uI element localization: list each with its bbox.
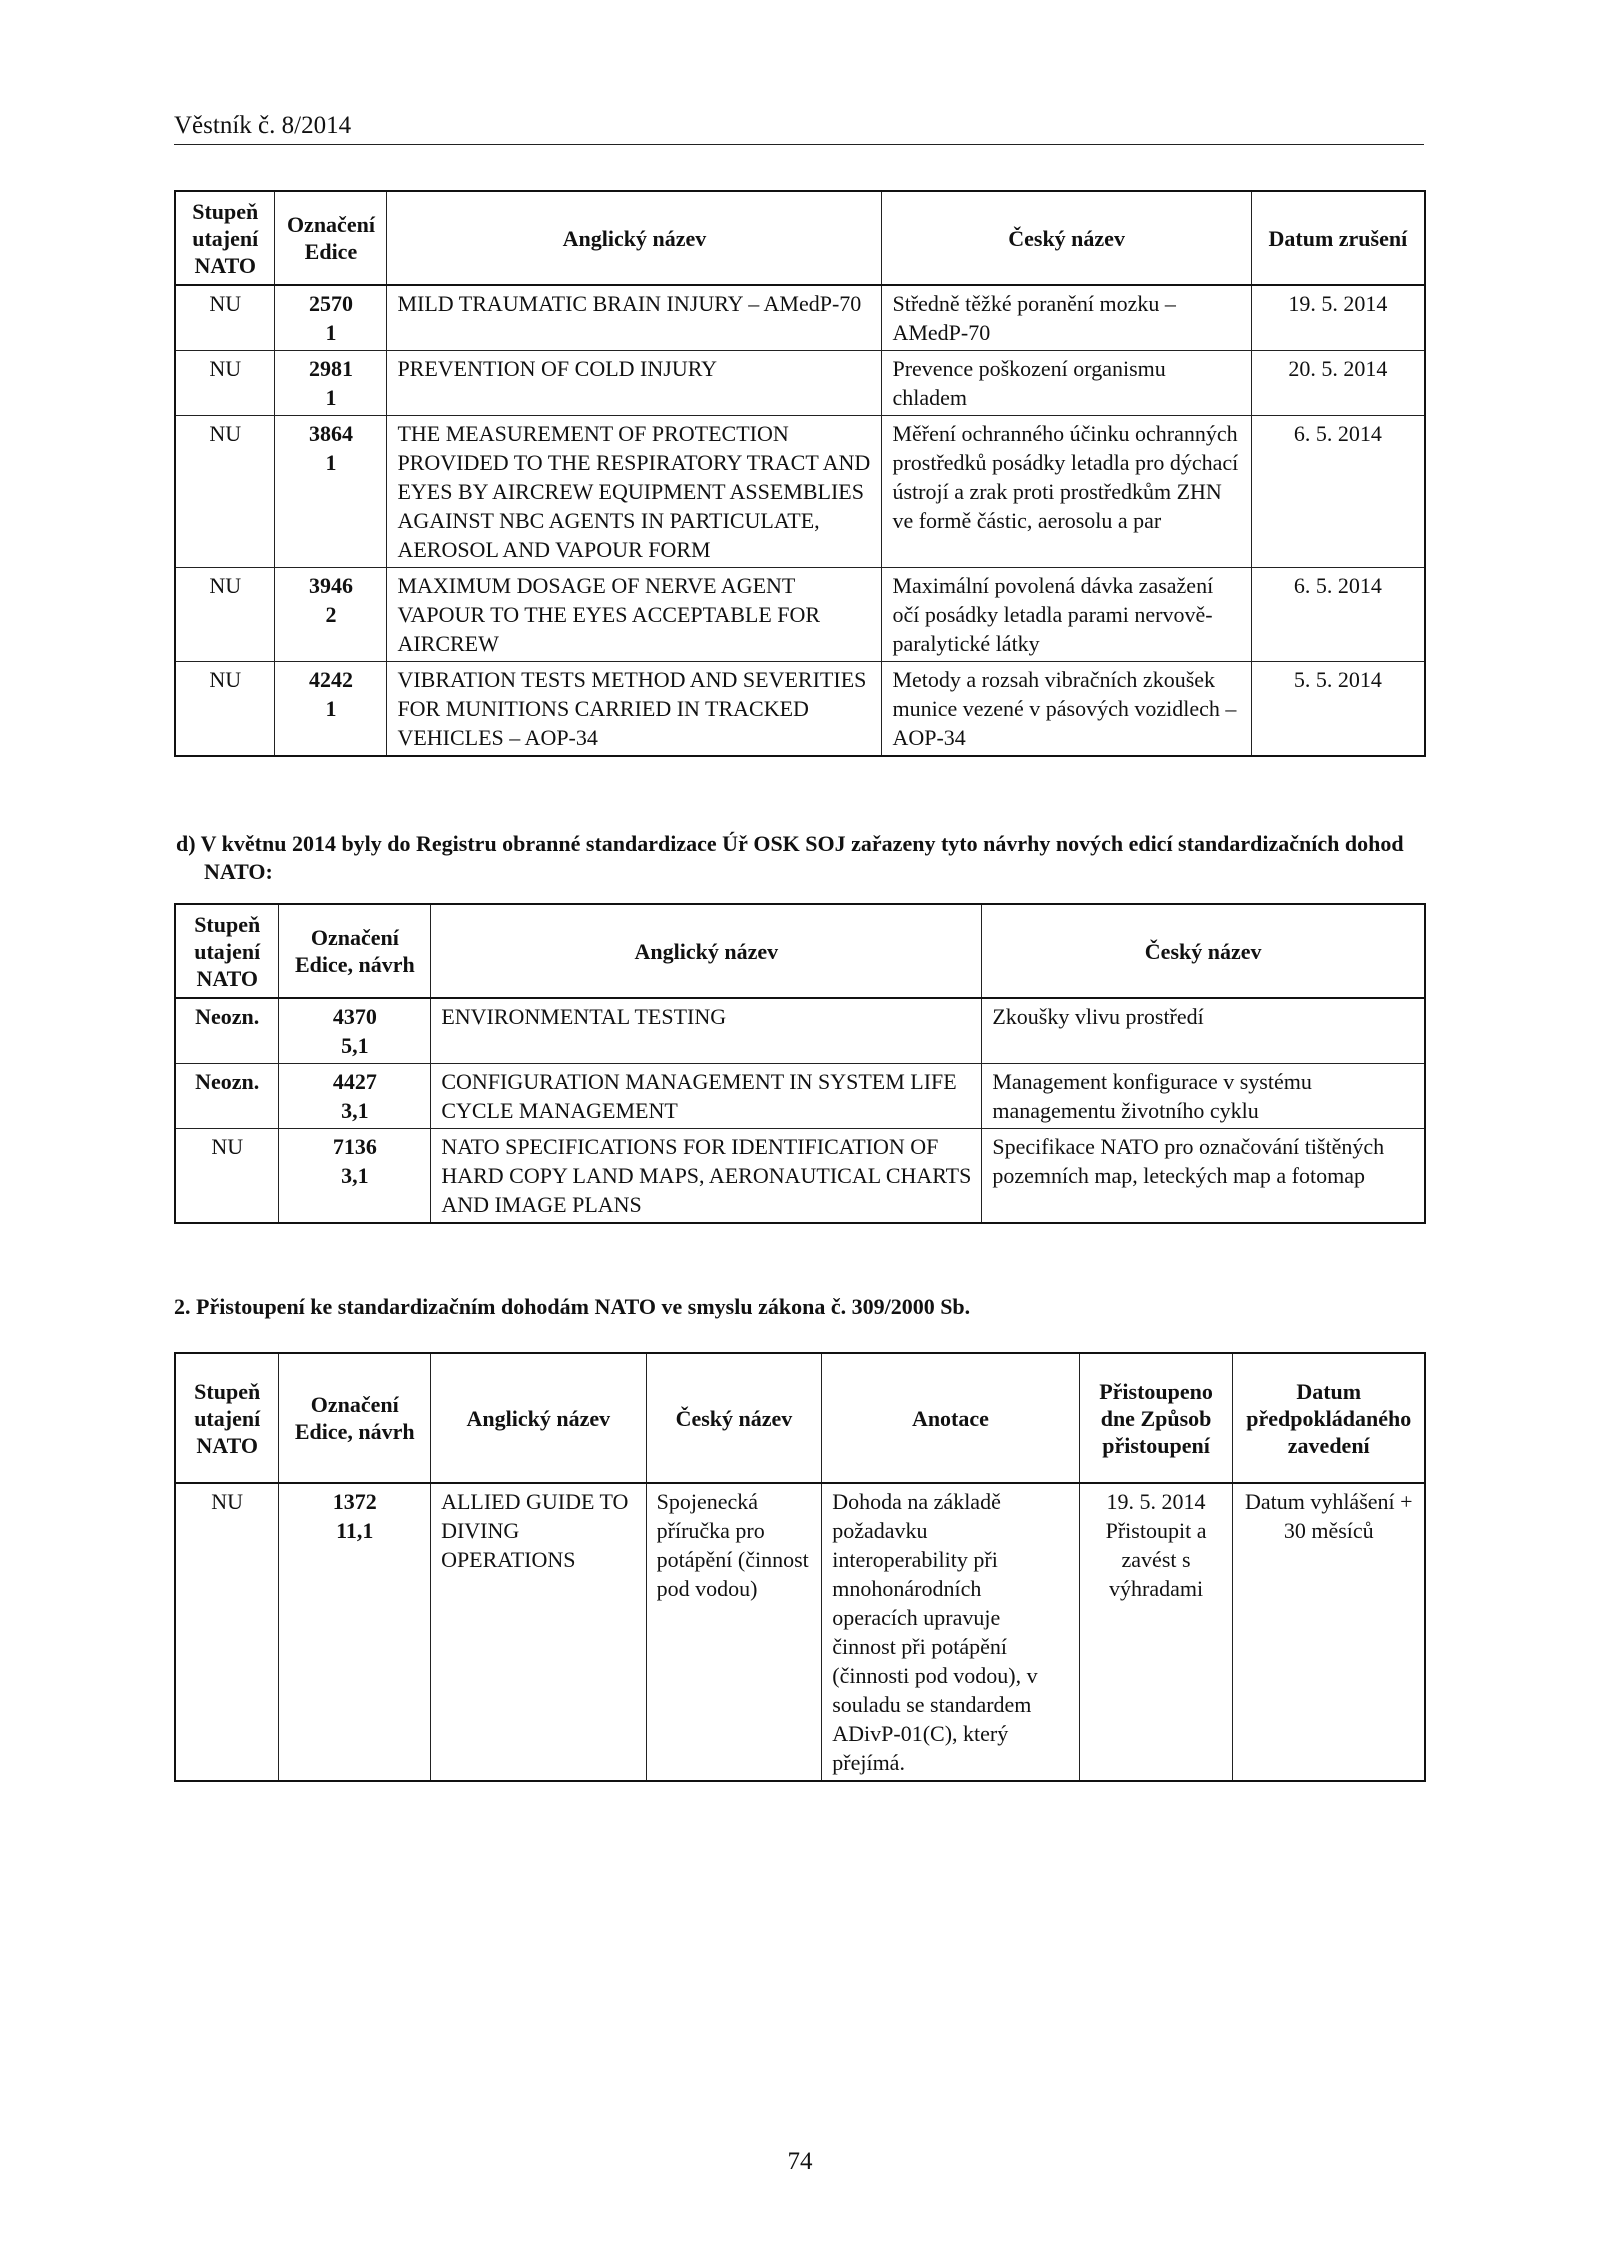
edition-number: 11,1	[336, 1518, 374, 1543]
col-header-implementation-date: Datum předpokládaného zavedení	[1233, 1353, 1425, 1483]
col-header-english-title: Anglický název	[431, 1353, 647, 1483]
table-row	[175, 1129, 1425, 1224]
english-title-cell: CONFIGURATION MANAGEMENT IN SYSTEM LIFE CYCLE MANAGEMENT	[431, 1064, 982, 1129]
classification-cell: NU	[175, 285, 275, 351]
col-header-designation: Označení Edice	[275, 191, 387, 285]
col-header-designation: Označení Edice, návrh	[279, 1353, 431, 1483]
czech-title-cell: Spojenecká příručka pro potápění (činnost pod vodou)	[646, 1483, 822, 1781]
edition-number: 1	[325, 696, 337, 721]
edition-number: 1	[325, 450, 337, 475]
english-title-cell: MILD TRAUMATIC BRAIN INJURY – AMedP-70	[387, 285, 882, 351]
stanag-number: 3864	[308, 421, 353, 446]
classification-cell: Neozn.	[175, 998, 279, 1064]
col-header-classification: Stupeň utajení NATO	[175, 191, 275, 285]
page-number: 74	[787, 2148, 813, 2175]
col-header-czech-title: Český název	[646, 1353, 822, 1483]
english-title-cell: THE MEASUREMENT OF PROTECTION PROVIDED TO THE RESPIRATORY TRACT AND EYES BY AIRCREW EQUIPMENT ASSEMBLIES AGAINST NBC AGENTS IN PARTICULATE, AEROSOL AND VAPOUR FORM	[387, 416, 882, 568]
cancel-date-cell: 6. 5. 2014	[1251, 568, 1425, 662]
journal-header: Věstník č. 8/2014	[174, 112, 1424, 145]
stanag-number: 4427	[332, 1069, 377, 1094]
annotation-cell: Dohoda na základě požadavku interoperability při mnohonárodních operacích upravuje činnost při potápění (činnosti pod vodou), v souladu se standardem ADivP-01(C), který přejímá.	[822, 1483, 1079, 1781]
stanag-number: 3946	[308, 573, 353, 598]
czech-title-cell: Středně těžké poranění mozku – AMedP-70	[882, 285, 1251, 351]
table-row	[175, 351, 1425, 416]
col-header-czech-title: Český název	[882, 191, 1251, 285]
edition-number: 3,1	[341, 1098, 369, 1123]
col-header-classification: Stupeň utajení NATO	[175, 1353, 279, 1483]
english-title-cell: VIBRATION TESTS METHOD AND SEVERITIES FOR MUNITIONS CARRIED IN TRACKED VEHICLES – AOP-34	[387, 662, 882, 757]
implementation-date-cell: Datum vyhlášení + 30 měsíců	[1233, 1483, 1425, 1781]
col-header-english-title: Anglický název	[431, 904, 982, 998]
czech-title-cell: Zkoušky vlivu prostředí	[982, 998, 1425, 1064]
czech-title-cell: Měření ochranného účinku ochranných prostředků posádky letadla pro dýchací ústrojí a zrak proti prostředkům ZHN ve formě částic, aerosolu a par	[882, 416, 1251, 568]
english-title-cell: NATO SPECIFICATIONS FOR IDENTIFICATION OF HARD COPY LAND MAPS, AERONAUTICAL CHARTS AND IMAGE PLANS	[431, 1129, 982, 1224]
table-row	[175, 1483, 1425, 1781]
designation-cell	[275, 662, 387, 757]
table-row	[175, 285, 1425, 351]
english-title-cell: PREVENTION OF COLD INJURY	[387, 351, 882, 416]
designation-cell	[279, 1064, 431, 1129]
edition-number: 5,1	[341, 1033, 369, 1058]
english-title-cell: MAXIMUM DOSAGE OF NERVE AGENT VAPOUR TO THE EYES ACCEPTABLE FOR AIRCREW	[387, 568, 882, 662]
classification-cell: Neozn.	[175, 1064, 279, 1129]
stanag-number: 2570	[308, 291, 353, 316]
edition-number: 1	[325, 320, 337, 345]
classification-cell: NU	[175, 1129, 279, 1224]
cancel-date-cell: 19. 5. 2014	[1251, 285, 1425, 351]
table-row	[175, 1064, 1425, 1129]
stanag-number: 1372	[332, 1489, 377, 1514]
table-row	[175, 662, 1425, 757]
table-row	[175, 568, 1425, 662]
classification-cell: NU	[175, 568, 275, 662]
cancel-date-cell: 5. 5. 2014	[1251, 662, 1425, 757]
col-header-accession: Přistoupeno dne Způsob přistoupení	[1079, 1353, 1233, 1483]
table-cancelled-standards	[174, 190, 1426, 757]
english-title-cell: ENVIRONMENTAL TESTING	[431, 998, 982, 1064]
col-header-cancel-date: Datum zrušení	[1251, 191, 1425, 285]
edition-number: 1	[325, 385, 337, 410]
designation-cell	[275, 351, 387, 416]
stanag-number: 7136	[332, 1134, 377, 1159]
accession-date: 19. 5. 2014	[1106, 1489, 1206, 1514]
classification-cell: NU	[175, 351, 275, 416]
czech-title-cell: Prevence poškození organismu chladem	[882, 351, 1251, 416]
accession-mode: Přistoupit a zavést s výhradami	[1105, 1518, 1207, 1601]
col-header-annotation: Anotace	[822, 1353, 1079, 1483]
cancel-date-cell: 6. 5. 2014	[1251, 416, 1425, 568]
czech-title-cell: Metody a rozsah vibračních zkoušek munice vezené v pásových vozidlech – AOP-34	[882, 662, 1251, 757]
czech-title-cell: Maximální povolená dávka zasažení očí posádky letadla parami nervově-paralytické látky	[882, 568, 1251, 662]
designation-cell	[275, 568, 387, 662]
table-accession	[174, 1352, 1426, 1782]
table-row	[175, 416, 1425, 568]
english-title-cell: ALLIED GUIDE TO DIVING OPERATIONS	[431, 1483, 647, 1781]
classification-cell: NU	[175, 416, 275, 568]
classification-cell: NU	[175, 662, 275, 757]
col-header-czech-title: Český název	[982, 904, 1425, 998]
edition-number: 2	[325, 602, 337, 627]
stanag-number: 2981	[308, 356, 353, 381]
section-2-heading: 2. Přistoupení ke standardizačním dohodám NATO ve smyslu zákona č. 309/2000 Sb.	[174, 1294, 971, 1319]
stanag-number: 4370	[332, 1004, 377, 1029]
table-row	[175, 998, 1425, 1064]
czech-title-cell: Specifikace NATO pro označování tištěných pozemních map, leteckých map a fotomap	[982, 1129, 1425, 1224]
classification-cell: NU	[175, 1483, 279, 1781]
czech-title-cell: Management konfigurace v systému managementu životního cyklu	[982, 1064, 1425, 1129]
col-header-classification: Stupeň utajení NATO	[175, 904, 279, 998]
col-header-english-title: Anglický název	[387, 191, 882, 285]
stanag-number: 4242	[308, 667, 353, 692]
designation-cell	[279, 998, 431, 1064]
designation-cell	[275, 285, 387, 351]
accession-cell	[1079, 1483, 1233, 1781]
table-new-edition-drafts	[174, 903, 1426, 1224]
col-header-designation: Označení Edice, návrh	[279, 904, 431, 998]
cancel-date-cell: 20. 5. 2014	[1251, 351, 1425, 416]
edition-number: 3,1	[341, 1163, 369, 1188]
section-d-heading: d) V květnu 2014 byly do Registru obranné standardizace Úř OSK SOJ zařazeny tyto návrhy nových edicí standardizačních dohod NATO:	[176, 831, 1404, 884]
designation-cell	[275, 416, 387, 568]
designation-cell	[279, 1483, 431, 1781]
designation-cell	[279, 1129, 431, 1224]
